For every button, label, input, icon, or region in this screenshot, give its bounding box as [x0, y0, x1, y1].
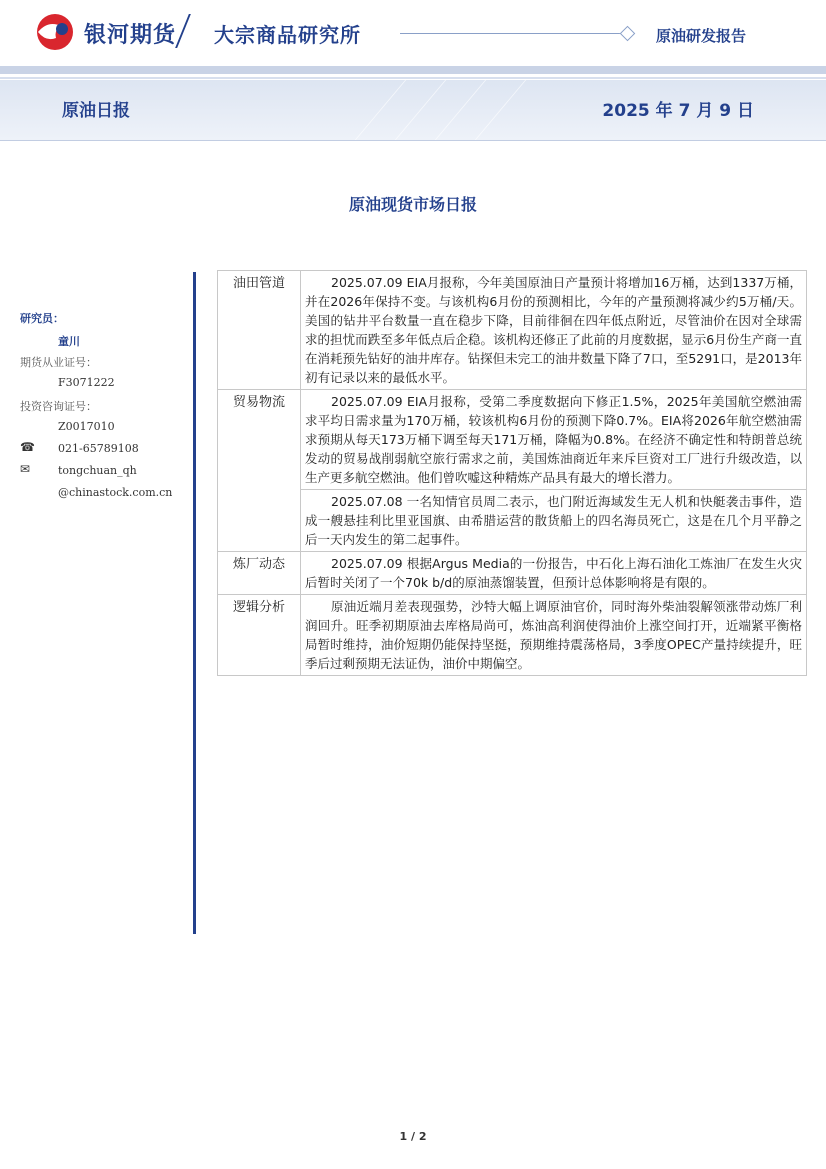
- content-cell: 原油近端月差表现强势，沙特大幅上调原油官价，同时海外柴油裂解领涨带动炼厂利润回升。旺季初期原油去库格局尚可，炼油高利润使得油价上涨空间打开，近端紧平衡格局暂时维持，油价短期仍能保持坚挺，预期维持震荡格局，3季度OPEC产量持续提升，旺季后过剩预期无法证伪，油价中期偏空。: [301, 595, 807, 676]
- header-band: [0, 66, 826, 74]
- researcher-name: 童川: [58, 335, 80, 348]
- header-band-line: [0, 77, 826, 79]
- page-title: 原油现货市场日报: [348, 195, 477, 214]
- company-name: 银河期货: [84, 23, 177, 48]
- sidebar-divider: [193, 272, 196, 934]
- mail-icon: ✉: [20, 462, 31, 476]
- diamond-icon: [620, 26, 636, 42]
- company-logo: [34, 12, 76, 52]
- department-name: 大宗商品研究所: [214, 23, 361, 47]
- table-row: [218, 390, 807, 490]
- title-banner: [0, 80, 826, 141]
- license-number: F3071222: [58, 376, 115, 389]
- consult-label: 投资咨询证号：: [20, 400, 97, 413]
- email-line-1[interactable]: tongchuan_qh: [58, 464, 137, 477]
- category-cell: 炼厂动态: [218, 552, 301, 595]
- phone-number: 021-65789108: [58, 442, 139, 455]
- category-cell: 逻辑分析: [218, 595, 301, 676]
- daily-title: 原油日报: [62, 101, 130, 121]
- license-label: 期货从业证号：: [20, 356, 97, 369]
- content-cell: 2025.07.09 根据Argus Media的一份报告，中石化上海石油化工炼油厂在发生火灾后暂时关闭了一个70k b/d的原油蒸馏装置，但预计总体影响将是有限的。: [301, 552, 807, 595]
- table-row: [218, 552, 807, 595]
- researcher-label: 研究员：: [20, 312, 64, 325]
- consult-number: Z0017010: [58, 420, 115, 433]
- table-row: [218, 490, 807, 552]
- category-cell: 贸易物流: [218, 390, 301, 552]
- report-date: 2025 年 7 月 9 日: [602, 101, 754, 121]
- category-cell: 油田管道: [218, 271, 301, 390]
- header-divider: [400, 33, 624, 34]
- content-cell: 2025.07.08 一名知情官员周二表示，也门附近海域发生无人机和快艇袭击事件，造成一艘悬挂利比里亚国旗、由希腊运营的散货船上的四名海员死亡，这是在几个月平静之后一天内发生的第二起事件。: [301, 490, 807, 552]
- phone-icon: ☎: [20, 440, 35, 454]
- report-type: 原油研发报告: [656, 27, 747, 45]
- table-row: [218, 595, 807, 676]
- email-line-2[interactable]: @chinastock.com.cn: [58, 486, 173, 499]
- table-row: [218, 271, 807, 390]
- news-table: [217, 270, 807, 676]
- content-cell: 2025.07.09 EIA月报称，今年美国原油日产量预计将增加16万桶，达到1337万桶，并在2026年保持不变。与该机构6月份的预测相比，今年的产量预测将减少约5万桶/天。美国的钻井平台数量一直在稳步下降，目前徘徊在四年低点附近，尽管油价在因对全球需求的担忧而跌至多年低点后企稳。该机构还修正了此前的月度数据，显示6月份生产商一直在消耗预先钻好的油井库存。钻探但未完工的油井数量下降了7口，至5291口，是2013年初有记录以来的最低水平。: [301, 271, 807, 390]
- page-number: 1 / 2: [399, 1130, 427, 1143]
- header-slash: [175, 14, 191, 48]
- content-cell: 2025.07.09 EIA月报称，受第二季度数据向下修正1.5%，2025年美国航空燃油需求平均日需求量为170万桶，较该机构6月份的预测下降0.7%。EIA将2026年航空燃油需求预期从每天173万桶下调至每天171万桶，降幅为0.8%。在经济不确定性和特朗普总统发动的贸易战削弱航空旅行需求之前，美国炼油商近年来斥巨资对工厂进行升级改造，以生产更多航空燃油。他们曾吹嘘这种精炼产品具有最大的增长潜力。: [301, 390, 807, 490]
